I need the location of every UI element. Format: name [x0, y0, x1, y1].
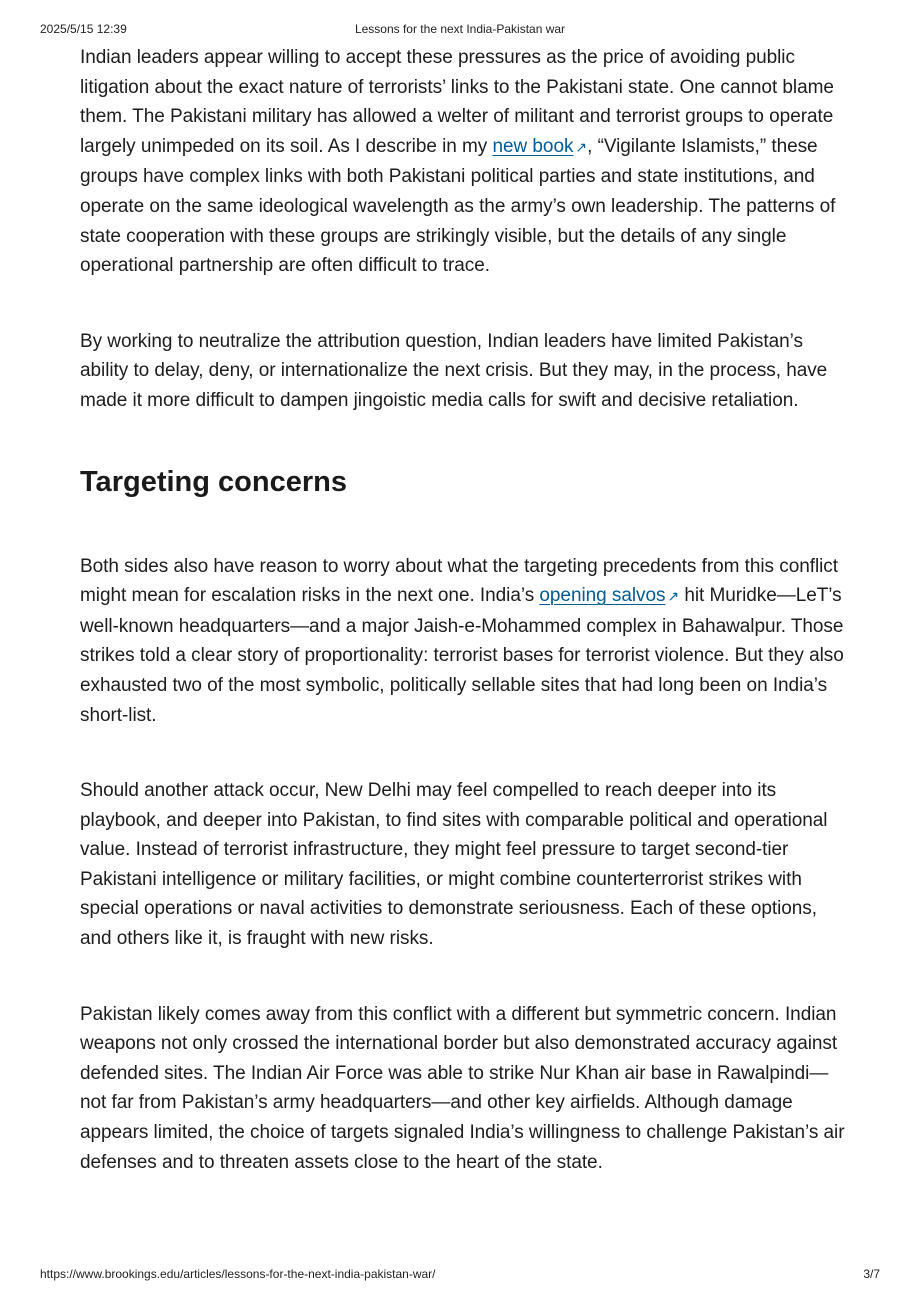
article-body [80, 43, 848, 1177]
external-link-icon: ↗ [575, 138, 588, 155]
paragraph-text: Indian leaders appear willing to accept these pressures as the price of avoiding public litigation about the exact nature of terrorists’ links to the Pakistani state. One cannot blame them. The Pakistani military has allowed a welter of militant and terrorist groups to operate largely unimpeded on its soil. As I describe in my [80, 47, 834, 157]
print-footer [40, 1267, 880, 1283]
link-text: new book [492, 135, 574, 157]
paragraph-attribution [80, 43, 848, 281]
opening-salvos-link[interactable] [539, 585, 679, 606]
page-number: 3/7 [863, 1267, 880, 1281]
paragraph-new-delhi: Should another attack occur, New Delhi may feel compelled to reach deeper into its playbook, and deeper into Pakistan, to find sites with comparable political and operational value. Instead of terrorist infrastructure, they might feel pressure to target second-tier Pakistani intelligence or military facilities, or might combine counterterrorist strikes with special operations or naval activities to demonstrate seriousness. Each of these options, and others like it, is fraught with new risks. [80, 780, 828, 950]
print-url: https://www.brookings.edu/articles/lessons-for-the-next-india-pakistan-war/ [40, 1267, 436, 1281]
new-book-link[interactable] [492, 136, 587, 157]
paragraph-text: , “Vigilante Islamists,” these groups have complex links with both Pakistani political parties and state institutions, and operate on the same ideological wavelength as the army’s own leadership. The patterns of state cooperation with these groups are strikingly visible, but the details of any single operational partnership are often difficult to trace. [80, 135, 836, 277]
paragraph-text: hit Muridke—LeT’s well-known headquarters—and a major Jaish-e-Mohammed complex in Bahawalpur. Those strikes told a clear story of proportionality: terrorist bases for terrorist violence. But they also exhausted two of the most symbolic, politically sellable sites that had long been on India’s short-list. [80, 585, 844, 726]
print-datetime: 2025/5/15 12:39 [40, 22, 127, 36]
link-text: opening salvos [539, 585, 666, 607]
section-heading-targeting: Targeting concerns [80, 465, 347, 498]
external-link-icon: ↗ [667, 588, 680, 605]
print-header [40, 22, 880, 38]
paragraph-pakistan-concern: Pakistan likely comes away from this conflict with a different but symmetric concern. Indian weapons not only crossed the international border but also demonstrated accuracy against defended sites. The Indian Air Force was able to strike Nur Khan air base in Rawalpindi—not far from Pakistan’s army headquarters—and other key airfields. Although damage appears limited, the choice of targets signaled India’s willingness to challenge Pakistan’s air defenses and to threaten assets close to the heart of the state. [80, 1003, 845, 1173]
print-page-title: Lessons for the next India-Pakistan war [354, 22, 566, 36]
paragraph-neutralize: By working to neutralize the attribution question, Indian leaders have limited Pakistan’s ability to delay, deny, or internationalize the next crisis. But they may, in the process, have made it more difficult to dampen jingoistic media calls for swift and decisive retaliation. [80, 330, 828, 411]
paragraph-text: Both sides also have reason to worry about what the targeting precedents from this conflict might mean for escalation risks in the next one. India’s [80, 555, 838, 607]
paragraph-targeting-precedents [80, 552, 848, 731]
